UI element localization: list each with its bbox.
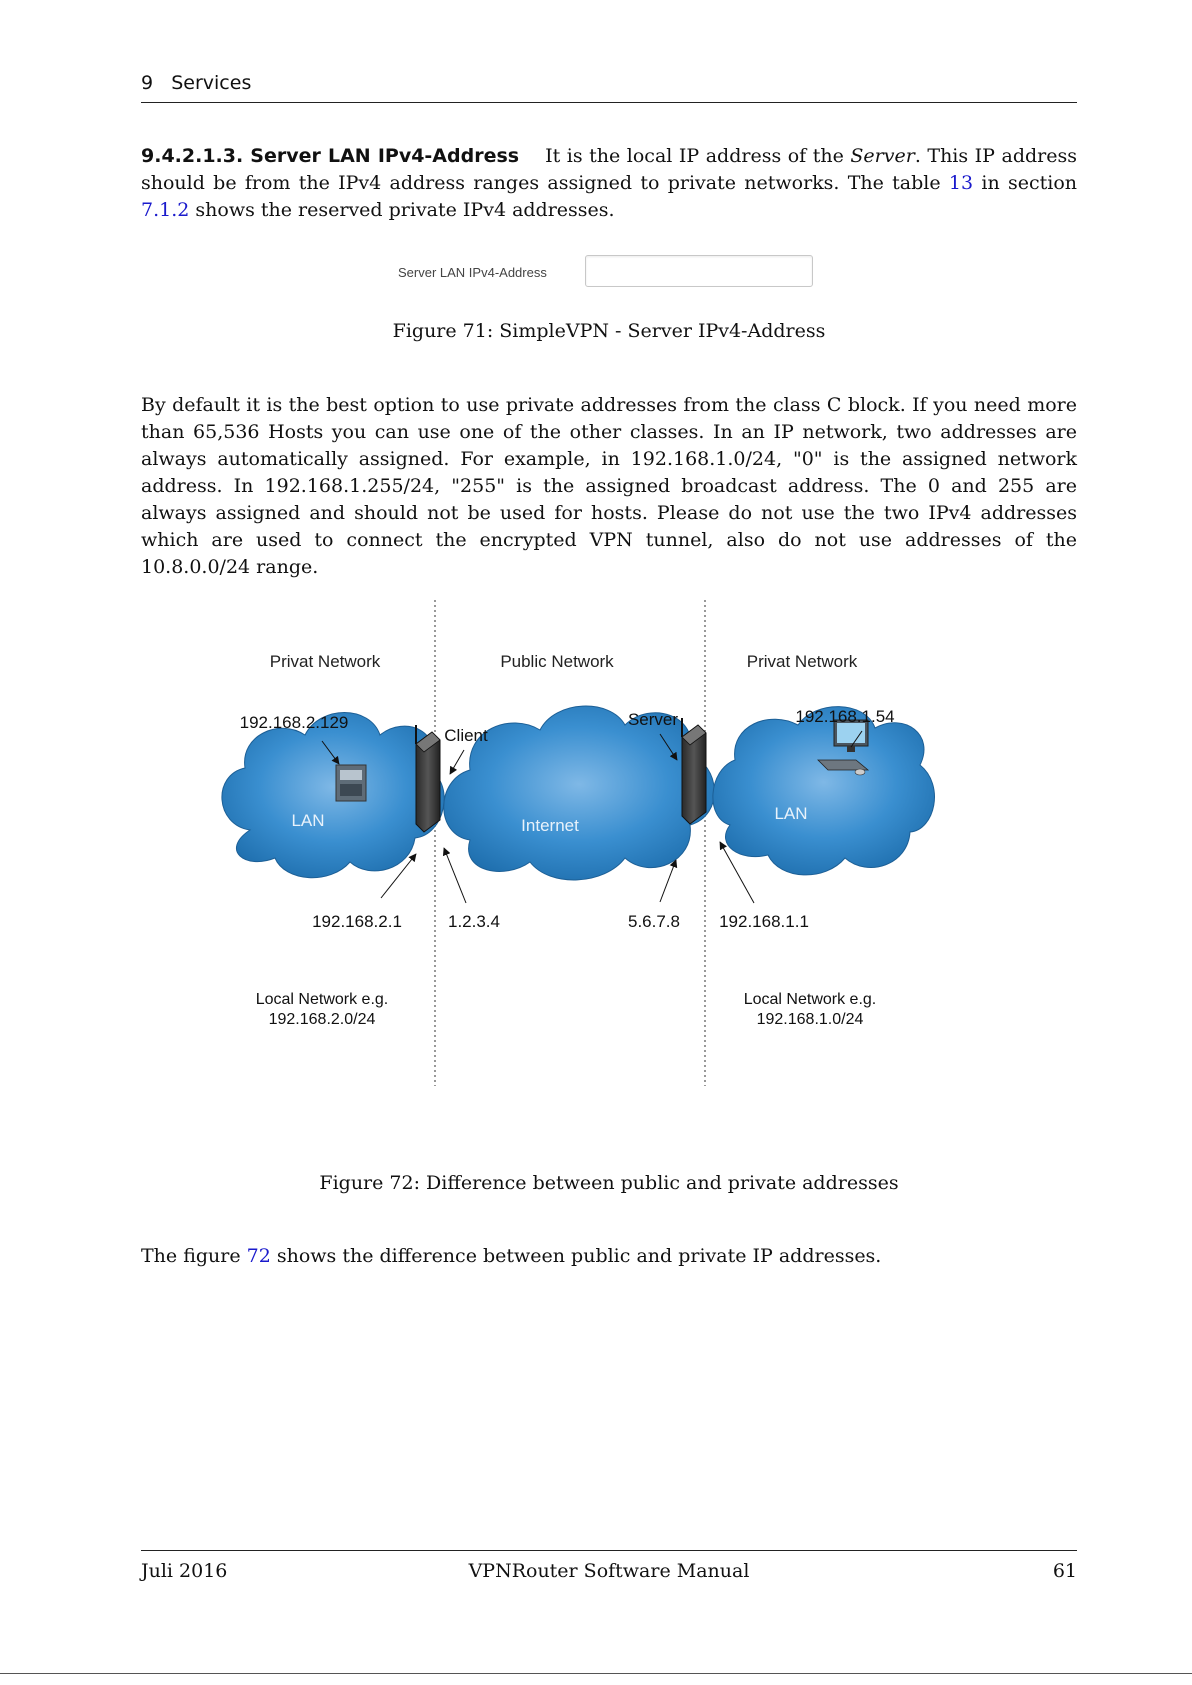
- footer-title: VPNRouter Software Manual: [468, 1560, 750, 1582]
- page-number: 61: [1052, 1560, 1077, 1582]
- section-heading: 9.4.2.1.3. Server LAN IPv4-Address: [141, 145, 520, 167]
- left-host-ip: 192.168.2.129: [239, 713, 349, 732]
- lan-left-label: LAN: [291, 811, 325, 830]
- zone-left-title: Privat Network: [269, 652, 381, 671]
- network-diagram: [220, 600, 990, 1090]
- closing-paragraph: [141, 1243, 1077, 1270]
- text-run: . This IP address should be from the IPv4 address ranges assigned to private networks. The table: [141, 145, 1077, 194]
- server-lan-ipv4-input[interactable]: [585, 255, 813, 287]
- bottom-rule: [0, 1673, 1192, 1674]
- page-header: [141, 70, 1077, 103]
- arrow-client-wan: [444, 848, 466, 903]
- body-paragraph: By default it is the best option to use private addresses from the class C block. If you need more than 65,536 Hosts you can use one of the other classes. In an IP network, two addresses are always automatically assigned. For example, in 192.168.1.0/24, "0" is the assigned network address. In 192.168.1.255/24, "255" is the assigned broadcast address. The 0 and 255 are always assigned and should not be used for hosts. Please do not use the two IPv4 addresses which are used to connect the encrypted VPN tunnel, also do not use addresses of the 10.8.0.0/24 range.: [141, 394, 1077, 578]
- server-wan-ip: 5.6.7.8: [628, 912, 680, 931]
- text-run: in section: [973, 172, 1077, 194]
- figure-72-caption: Figure 72: Difference between public and private addresses: [319, 1172, 899, 1194]
- figure-71-form: [390, 253, 820, 293]
- server-lan-ipv4-label: Server LAN IPv4-Address: [398, 265, 547, 280]
- local-right-line1: Local Network e.g.: [743, 991, 877, 1008]
- client-lan-ip: 192.168.2.1: [312, 912, 402, 931]
- client-label: Client: [444, 726, 488, 745]
- server-term: Server: [850, 145, 915, 167]
- server-label: Server: [627, 710, 679, 729]
- text-run: shows the difference between public and private IP addresses.: [270, 1245, 882, 1267]
- client-wan-ip: 1.2.3.4: [448, 912, 500, 931]
- footer-date: Juli 2016: [141, 1560, 228, 1582]
- table-ref-link[interactable]: 13: [948, 172, 974, 194]
- right-host-ip: 192.168.1.54: [795, 707, 895, 726]
- header-chapter-title: Services: [171, 72, 252, 94]
- page-footer: [141, 1550, 1077, 1591]
- header-chapter: [141, 72, 251, 94]
- section-ref-link[interactable]: 7.1.2: [141, 199, 190, 221]
- client-router-icon: [416, 725, 440, 832]
- local-left-line1: Local Network e.g.: [255, 991, 389, 1008]
- text-run: shows the reserved private IPv4 addresses.: [189, 199, 615, 221]
- section-paragraph: [141, 143, 1077, 224]
- zone-right-title: Privat Network: [746, 652, 858, 671]
- zone-center-title: Public Network: [500, 652, 614, 671]
- local-left-line2: 192.168.2.0/24: [268, 1011, 376, 1028]
- figure-71-caption: Figure 71: SimpleVPN - Server IPv4-Address: [392, 320, 826, 342]
- header-chapter-number: 9: [141, 72, 154, 94]
- plc-device-icon: [336, 765, 366, 801]
- server-lan-ip: 192.168.1.1: [719, 912, 809, 931]
- text-run: It is the local IP address of the: [545, 145, 851, 167]
- local-right-line2: 192.168.1.0/24: [756, 1011, 864, 1028]
- arrow-client: [450, 750, 464, 774]
- left-lan-cloud: [222, 713, 444, 878]
- text-run: The figure: [141, 1245, 247, 1267]
- internet-label: Internet: [521, 816, 579, 835]
- right-lan-cloud: [713, 707, 935, 875]
- server-router-icon: [682, 718, 706, 824]
- lan-right-label: LAN: [774, 804, 808, 823]
- figure-ref-link[interactable]: 72: [246, 1245, 271, 1267]
